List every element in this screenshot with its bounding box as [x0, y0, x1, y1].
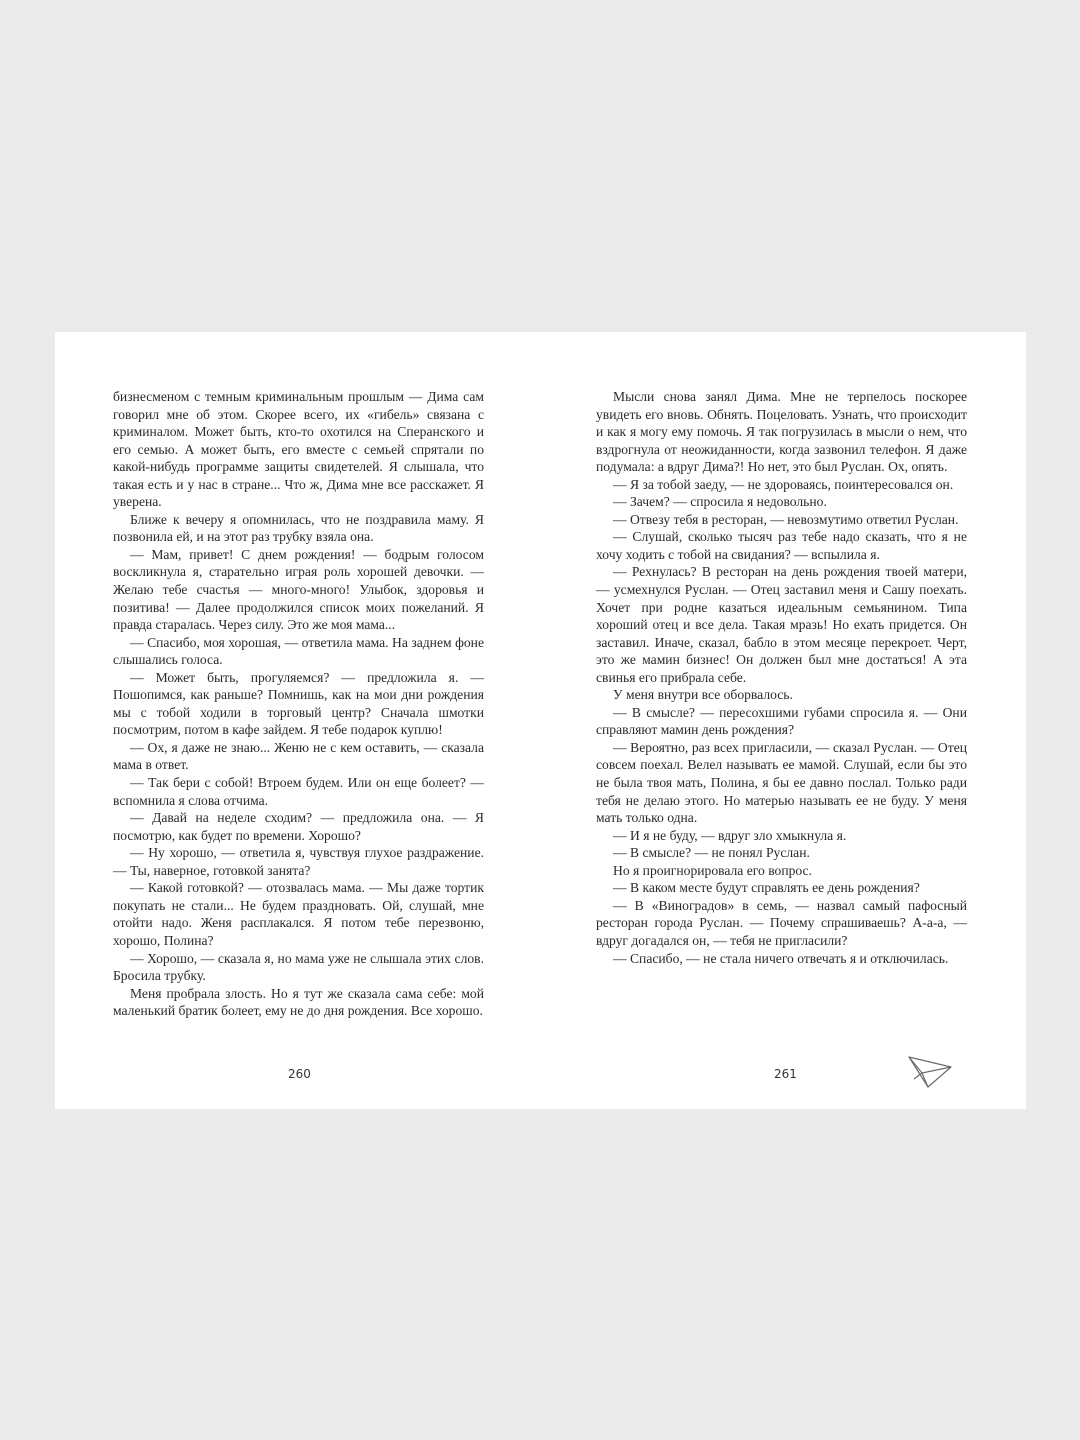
paragraph: Мысли снова занял Дима. Мне не терпелось поскорее увидеть его вновь. Обнять. Поцеловать. Узнать, что происходит и как я могу ему помочь. Я так погрузилась в мысли о нем, что вздрогнула от неожиданности, когда зазвонил телефон. Я даже подумала: а вдруг Дима?! Но нет, это был Руслан. Ох, опять. — [596, 389, 967, 475]
paragraph: — В «Виноградов» в семь, — назвал самый пафосный ресторан города Руслан. — Почему спрашиваешь? А-а-а, — вдруг догадался он, — тебя не пригласили? — [596, 897, 967, 948]
paragraph: — Ох, я даже не знаю... Женю не с кем оставить, — сказала мама в ответ. — [113, 739, 484, 773]
book-spread — [55, 332, 1026, 1109]
paragraph: — Вероятно, раз всех пригласили, — сказал Руслан. — Отец совсем поехал. Велел называть ее мамой. Слушай, если бы это не была твоя мать, Полина, я бы ее давно послал. Только ради тебя не делаю этого. Но матерью называть ее не буду. У меня мать только одна. — [596, 739, 967, 826]
paragraph: У меня внутри все оборвалось. — [613, 687, 793, 703]
paragraph: Ближе к вечеру я опомнилась, что не поздравила маму. Я позвонила ей, и на этот раз трубку взяла она. — [113, 511, 484, 545]
paragraph: — Хорошо, — сказала я, но мама уже не слышала этих слов. Бросила трубку. — [113, 950, 484, 984]
paragraph: — Слушай, сколько тысяч раз тебе надо сказать, что я не хочу ходить с тобой на свидания? — вспылила я. — [596, 529, 967, 562]
paragraph: — Отвезу тебя в ресторан, — невозмутимо ответил Руслан. — [613, 511, 959, 527]
paragraph: — Так бери с собой! Втроем будем. Или он еще болеет? — вспомнила я слова отчима. — [113, 775, 484, 808]
paragraph: — И я не буду, — вдруг зло хмыкнула я. — [613, 827, 847, 843]
paragraph: — Рехнулась? В ресторан на день рождения твоей матери, — усмехнулся Руслан. — Отец заставил меня и Сашу поехать. Хочет при родне казаться идеальным семьянином. Типа хороший отец и все дела. Такая мразь! Но ехать придется. Он заставил. Иначе, сказал, бабло в этом месяце перекроет. Черт, это же мамин бизнес! Он должен был мне достаться! А эта свинья его прибрала себе. — [596, 564, 967, 685]
paragraph: — В смысле? — не понял Руслан. — [613, 845, 810, 861]
paragraph: — Спасибо, — не стала ничего отвечать я и отключилась. — [613, 950, 949, 966]
paper-plane-icon — [908, 1054, 952, 1088]
paragraph: Меня пробрала злость. Но я тут же сказала сама себе: мой маленький братик болеет, ему не до дня рождения. Все хорошо. — [113, 985, 484, 1019]
paragraph: — Ну хорошо, — ответила я, чувствуя глухое раздражение. — Ты, наверное, готовкой занята? — [113, 845, 484, 878]
left-page-text — [113, 388, 484, 1020]
page-number-right: 261 — [774, 1067, 797, 1081]
paragraph: — Какой готовкой? — отозвалась мама. — Мы даже тортик покупать не стали... Не будем праздновать. Ой, слушай, мне отойти надо. Женя расплакался. Я потом тебе перезвоню, хорошо, Полина? — [113, 880, 484, 948]
paragraph: Но я проигнорировала его вопрос. — [613, 862, 812, 878]
paragraph: — В смысле? — пересохшими губами спросила я. — Они справляют мамин день рождения? — [596, 704, 967, 738]
paragraph: — Зачем? — спросила я недовольно. — [613, 494, 827, 510]
paragraph: бизнесменом с темным криминальным прошлым — Дима сам говорил мне об этом. Скорее всего, их «гибель» связана с криминалом. Может быть, кто-то охотился на Сперанского и его семью. А может быть, его вместе с семьей спрятали по какой-нибудь программе защиты свидетелей. Я слышала, что такая есть и у нас в стране... Что ж, Дима мне все расскажет. Я уверена. — [113, 389, 484, 510]
paragraph: — Мам, привет! С днем рождения! — бодрым голосом воскликнула я, старательно играя роль хорошей девочки. — Желаю тебе счастья — много-много! Улыбок, здоровья и позитива! — Далее продолжился список моих пожеланий. Я правда старалась. Через силу. Это же моя мама... — [113, 546, 484, 633]
page-number-left: 260 — [288, 1067, 311, 1081]
paragraph: — Может быть, прогуляемся? — предложила я. — Пошопимся, как раньше? Помнишь, как на мои дни рождения мы с тобой ходили в торговый центр? Сначала шмотки посмотрим, потом в кафе зайдем. Я тебе подарок куплю! — [113, 669, 484, 738]
paragraph: — Давай на неделе сходим? — предложила она. — Я посмотрю, как будет по времени. Хорошо? — [113, 810, 484, 843]
right-page-text — [596, 388, 967, 967]
paragraph: — Я за тобой заеду, — не здороваясь, поинтересовался он. — [613, 476, 954, 492]
paragraph: — Спасибо, моя хорошая, — ответила мама. На заднем фоне слышались голоса. — [113, 634, 484, 668]
paragraph: — В каком месте будут справлять ее день рождения? — [613, 880, 920, 896]
